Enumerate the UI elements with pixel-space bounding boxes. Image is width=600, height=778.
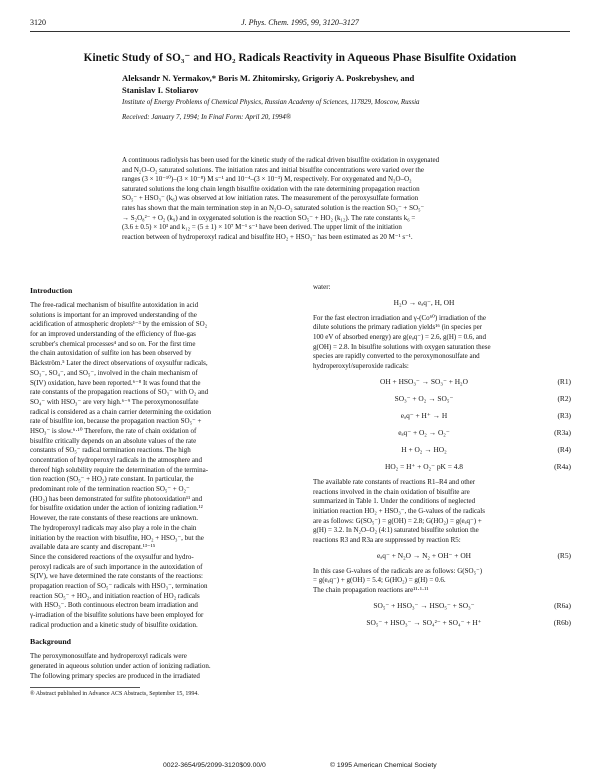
text-line: The chain propagation reactions are¹¹·¹·¹¹	[313, 586, 429, 594]
equation-number: (R4a)	[554, 461, 571, 471]
equation-number: (R5)	[557, 550, 571, 560]
text-line: radical production and a kinetic study of bisulfite oxidation.	[30, 620, 198, 629]
equation-number: (R6b)	[553, 617, 571, 627]
equation-number: (R6a)	[554, 600, 571, 610]
reaction-r3a	[313, 427, 575, 438]
text-line: rate of bisulfite ion, because the propagation reaction SO₅⁻ +	[30, 417, 202, 426]
text-line: for bisulfite oxidation under the action of ionizing radiation.¹²	[30, 504, 203, 513]
reaction-r4	[313, 444, 575, 455]
section-heading-introduction: Introduction	[30, 286, 73, 295]
reaction-r6a	[313, 600, 575, 611]
text-line: generated in aqueous solution under action of ionizing radiation.	[30, 662, 211, 671]
text-line: The free-radical mechanism of bisulfite autoxidation in acid	[30, 301, 199, 309]
abstract-line: saturated solutions the long chain length bisulfite oxidation with the rate determining propagation reaction	[122, 184, 420, 193]
header-rule	[30, 31, 570, 32]
text-line: SO₃⁻, SO₄⁻, and SO₅⁻, involved in the chain mechanism of	[30, 368, 198, 377]
text-line: S(IV) oxidation, have been reported.⁶⁻⁸ It was found that the	[30, 378, 201, 387]
left-column	[30, 285, 296, 699]
equation-number: (R4)	[557, 444, 571, 454]
text-line: peroxyl radicals are of such importance in the autoxidation of	[30, 562, 203, 571]
reaction-r1	[313, 376, 575, 387]
text-line: concentration of hydroperoxyl radicals in the atmosphere and	[30, 456, 203, 464]
reaction-r4a	[313, 461, 575, 472]
text-line: acidification of atmospheric droplets¹⁻³ by the emission of SO₂	[30, 320, 208, 329]
equation-text: H₂O → eₐq⁻, H, OH	[393, 297, 455, 307]
equation-text: SO₃⁻ + O₂ → SO₅⁻	[394, 393, 454, 403]
affiliation: Institute of Energy Problems of Chemical Physics, Russian Academy of Sciences, 117829, Moscow, Russia	[122, 98, 420, 106]
text-line: scrubber's chemical processes⁴ and so on. For the first time	[30, 339, 196, 348]
equation-text: eₐq⁻ + O₂ → O₂⁻	[398, 427, 450, 437]
text-line: propagation reaction of SO₅⁻ radicals with HSO₃⁻, termination	[30, 581, 208, 590]
text-line: hydroperoxyl/superoxide radicals:	[313, 362, 409, 371]
text-line: reaction SO₅⁻ + HO₂, and initiation reaction of HO₂ radicals	[30, 591, 200, 600]
abstract-line: ranges (3 × 10⁻¹⁰)–(3 × 10⁻⁸) M s⁻¹ and 10⁻⁴–(3 × 10⁻³) M, respectively. For oxygenated and N₂O–O₂	[122, 175, 412, 184]
text-line: SO₄⁻ with HSO₃⁻ are very high.⁶⁻⁹ The peroxymonosulfate	[30, 397, 199, 406]
text-line: initiation by the reaction with bisulfite, HO₂ + HSO₃⁻, but the	[30, 533, 204, 542]
text-line: for an improved understanding of the efficiency of flue-gas	[30, 330, 196, 339]
text-line: water:	[313, 283, 331, 291]
page-number: 3120	[30, 18, 46, 27]
reaction-r3	[313, 410, 575, 421]
text-line: The available rate constants of reactions R1–R4 and other	[313, 477, 476, 486]
text-line: For the fast electron irradiation and γ-(Co⁶⁰) irradiation of the	[313, 313, 486, 322]
text-line: constants of SO₅⁻ radical termination reactions. The high	[30, 446, 191, 455]
text-line: 100 eV of absorbed energy) are g(eₐq⁻) = 2.6, g(H) = 0.6, and	[313, 333, 487, 342]
equation-number: (R1)	[557, 376, 571, 386]
text-line: = g(eₐq⁻) + g(OH) = 5.4; G(HO₂) = g(H) = 0.6.	[313, 576, 446, 585]
abstract-line: and N₂O–O₂ saturated solutions. The initiation rates and initial bisulfite concentrations were varied over the	[122, 165, 424, 174]
text-line: summarized in Table 1. Under the conditions of neglected	[313, 497, 476, 506]
text-line: g(OH) = 2.8. In bisulfite solutions with oxygen saturation these	[313, 342, 491, 351]
equation-text: HO₂ = H⁺ + O₂⁻ pK = 4.8	[384, 461, 463, 471]
author-line-2: Stanislav I. Stoliarov	[122, 85, 199, 95]
received-dates: Received: January 7, 1994; In Final Form: April 20, 1994®	[122, 113, 292, 121]
text-line: the chain autoxidation of sulfite ion has been observed by	[30, 349, 192, 358]
reaction-r5	[313, 550, 575, 561]
copyright-notice: © 1995 American Chemical Society	[330, 762, 437, 769]
text-line: In this case G-values of the radicals are as follows: G(SO₅⁻)	[313, 566, 483, 575]
text-line: radical is considered as a chain carrier determining the oxidation	[30, 407, 211, 416]
text-line: reactions involved in the chain oxidation of bisulfite are	[313, 487, 470, 496]
equation-text: H + O₂ → HO₂	[401, 444, 447, 454]
abstract	[122, 156, 562, 242]
text-line: HSO₃⁻ is slow.⁶·¹⁰ Therefore, the rate of chain oxidation of	[30, 426, 197, 435]
abstract-line: rates has shown that the main termination step in an N₂O–O₂ saturated solution is the reaction SO₅⁻ + SO₅⁻	[122, 203, 425, 212]
equation-number: (R3a)	[554, 427, 571, 437]
footnote-rule	[30, 687, 140, 688]
equation-number: (R3)	[557, 410, 571, 420]
issn-code: 0022-3654/95/2099-3120$09.00/0	[163, 762, 266, 769]
text-line: rate constants of the propagation reactions of SO₃⁻ with O₂ and	[30, 388, 209, 397]
text-line: initiation reaction HO₂ + HSO₃⁻, the G-values of the radicals	[313, 506, 485, 515]
abstract-line: (3.6 ± 0.5) × 10³ and k₁₂ = (5 ± 1) × 10⁷ M⁻¹ s⁻¹ have been derived. The upper limit of the initiation	[122, 223, 402, 232]
text-line: thereof high solubility require the determination of the termina-	[30, 465, 209, 474]
text-line: g(H) = 3.2. In N₂O–O₂ (4:1) saturated bisulfite solution the	[313, 526, 479, 535]
text-line: However, the rate constants of these reactions are unknown.	[30, 514, 199, 523]
text-line: The peroxymonosulfate and hydroperoxyl radicals were	[30, 652, 187, 661]
text-line: available data are scanty and discrepant.¹³⁻¹⁵	[30, 543, 156, 552]
equation-text: SO₅⁻ + HSO₃⁻ → HSO₅⁻ + SO₃⁻	[373, 600, 475, 610]
equation-text: OH + HSO₃⁻ → SO₃⁻ + H₂O	[380, 376, 468, 386]
text-line: reactions R3 and R3a are suppressed by reaction R5:	[313, 535, 461, 544]
text-line: S(IV), we have determined the rate constants of the reactions:	[30, 572, 203, 581]
right-column	[313, 283, 575, 634]
text-line: tion reaction (SO₅⁻ + HO₂) rate constant. In particular, the	[30, 475, 194, 484]
reaction-r6b	[313, 617, 575, 628]
reaction-r2	[313, 393, 575, 404]
text-line: predominant role of the termination reaction SO₅⁻ + O₂⁻	[30, 485, 190, 494]
equation-text: eₐq⁻ + N₂O → N₂ + OH⁻ + OH	[377, 550, 471, 560]
text-line: dilute solutions the primary radiation yields¹⁶ (in species per	[313, 323, 483, 332]
text-line: solutions is important for an improved understanding of the	[30, 310, 197, 319]
abstract-line: reaction between of hydroperoxyl radical and bisulfite HO₂ + HSO₃⁻ has been estimated as 20 M⁻¹ s⁻¹.	[122, 232, 413, 241]
section-heading-background: Background	[30, 637, 72, 647]
text-line: γ-irradiation of the bisulfite solutions have been employed for	[30, 611, 204, 619]
footnote: ® Abstract published in Advance ACS Abstracts, September 15, 1994.	[30, 691, 199, 698]
text-line: species are rapidly converted to the peroxymonosulfate and	[313, 352, 480, 361]
text-line: (HO₂) has been demonstrated for sulfite photooxidation¹¹ and	[30, 494, 203, 503]
abstract-line: SO₅⁻ + HSO₃⁻ (k₆) was observed at low initiation rates. The measurement of the peroxysulfate formation	[122, 194, 419, 203]
author-line-1: Aleksandr N. Yermakov,* Boris M. Zhitomirsky, Grigoriy A. Poskrebyshev, and	[122, 73, 415, 83]
text-line: with HSO₃⁻. Both continuous electron beam irradiation and	[30, 601, 198, 610]
equation-water-radiolysis	[313, 297, 575, 308]
text-line: The hydroperoxyl radicals may also play a role in the chain	[30, 523, 197, 532]
journal-citation: J. Phys. Chem. 1995, 99, 3120–3127	[241, 18, 359, 27]
running-header	[30, 18, 570, 32]
text-line: are as follows: G(SO₅⁻) = g(OH) = 2.8; G(HO₂) = g(eₐq⁻) +	[313, 516, 482, 525]
text-line: bisulfite critically depends on an absolute values of the rate	[30, 436, 197, 445]
author-list	[122, 72, 560, 96]
text-line: Bäckström.⁵ Later the direct observations of oxysulfur radicals,	[30, 359, 208, 368]
abstract-line: → S₂O₈²⁻ + O₂ (k₉) and in oxygenated solution is the reaction SO₅⁻ + HO₂ (k₁₂). The rate constants k₆ =	[122, 213, 416, 222]
text-line: Since the considered reactions of the oxysulfur and hydro-	[30, 552, 194, 561]
equation-number: (R2)	[557, 393, 571, 403]
equation-text: eₐq⁻ + H⁺ → H	[400, 410, 448, 420]
article-title: Kinetic Study of SO₃⁻ and HO₂ Radicals Reactivity in Aqueous Phase Bisulfite Oxidation	[83, 52, 517, 64]
text-line: The following primary species are produced in the irradiated	[30, 671, 200, 680]
abstract-line: A continuous radiolysis has been used for the kinetic study of the radical driven bisulfite oxidation in oxygenated	[122, 156, 440, 164]
equation-text: SO₅⁻ + HSO₃⁻ → SO₄²⁻ + SO₄⁻ + H⁺	[366, 617, 482, 627]
